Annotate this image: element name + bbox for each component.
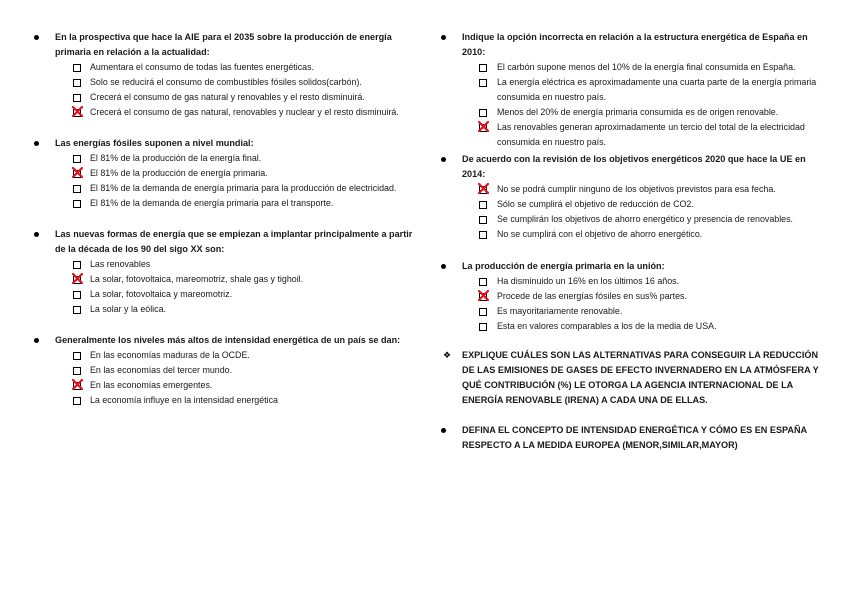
options-list [55, 348, 414, 408]
checked-x-icon [72, 106, 83, 117]
checkbox-icon[interactable] [73, 79, 81, 87]
option-selected[interactable]: Procede de las energías fósiles en sus% partes. [479, 289, 819, 304]
bullet-icon [34, 232, 39, 237]
options-list [55, 257, 414, 317]
option[interactable]: La solar, fotovoltaica y mareomotriz. [73, 287, 414, 302]
checkbox-icon[interactable] [479, 308, 487, 316]
question-text: Generalmente los niveles más altos de intensidad energética de un país se dan: [55, 335, 401, 345]
option[interactable]: Es mayoritariamente renovable. [479, 304, 819, 319]
checkbox-icon[interactable] [73, 94, 81, 102]
question-3 [34, 227, 414, 317]
question-7 [441, 259, 819, 334]
question-6 [441, 152, 819, 242]
option[interactable]: Se cumplirán los objetivos de ahorro energético y presencia de renovables. [479, 212, 819, 227]
option[interactable]: Las renovables [73, 257, 414, 272]
options-list [55, 60, 414, 120]
checkbox-icon[interactable] [73, 185, 81, 193]
checkbox-icon[interactable] [479, 79, 487, 87]
option[interactable]: El carbón supone menos del 10% de la energía final consumida en España. [479, 60, 819, 75]
checkbox-icon[interactable] [73, 261, 81, 269]
option[interactable]: Crecerá el consumo de gas natural y renovables y el resto disminuirá. [73, 90, 414, 105]
essay-question-text: EXPLIQUE CUÁLES SON LAS ALTERNATIVAS PARA CONSEGUIR LA REDUCCIÓN DE LAS EMISIONES DE GASES DE EFECTO INVERNADERO EN LA ATMÓSFERA Y QUÉ CONTRIBUCIÓN (%) LE OTORGA LA AGENCIA INTERNACIONAL DE LA ENERGÍA RENOVABLE (IRENA) A CADA UNA DE ELLAS. [462, 350, 819, 405]
options-list [462, 274, 819, 334]
bullet-icon [441, 157, 446, 162]
option[interactable]: Menos del 20% de energía primaria consumida es de origen renovable. [479, 105, 819, 120]
question-text: En la prospectiva que hace la AIE para el 2035 sobre la producción de energía primaria en relación a la actualidad: [55, 32, 392, 57]
left-column [34, 30, 414, 408]
right-column [441, 30, 819, 453]
bullet-icon [441, 35, 446, 40]
checked-x-icon [478, 183, 489, 194]
option-selected[interactable]: En las economías emergentes. [73, 378, 414, 393]
bullet-icon [34, 141, 39, 146]
question-text: Indique la opción incorrecta en relación a la estructura energética de España en 2010: [462, 32, 808, 57]
checkbox-icon[interactable] [479, 109, 487, 117]
option[interactable]: La solar y la eólica. [73, 302, 414, 317]
question-text: La producción de energía primaria en la unión: [462, 261, 665, 271]
essay-question-2 [441, 423, 819, 453]
checkbox-icon[interactable] [73, 64, 81, 72]
bullet-icon [441, 428, 446, 433]
option[interactable]: Aumentara el consumo de todas las fuentes energéticas. [73, 60, 414, 75]
checkbox-icon[interactable] [73, 200, 81, 208]
checkbox-icon[interactable] [73, 291, 81, 299]
checkbox-icon[interactable] [73, 306, 81, 314]
option[interactable]: El 81% de la demanda de energía primaria para el transporte. [73, 196, 414, 211]
option[interactable]: El 81% de la producción de la energía final. [73, 151, 414, 166]
checked-x-icon [72, 167, 83, 178]
option[interactable]: Solo se reducirá el consumo de combustibles fósiles solidos(carbón). [73, 75, 414, 90]
checkbox-icon[interactable] [479, 278, 487, 286]
question-text: De acuerdo con la revisión de los objetivos energéticos 2020 que hace la UE en 2014: [462, 154, 806, 179]
option[interactable]: Ha disminuido un 16% en los últimos 16 años. [479, 274, 819, 289]
question-text: Las energías fósiles suponen a nivel mundial: [55, 138, 254, 148]
option-selected[interactable]: No se podrá cumplir ninguno de los objetivos previstos para esa fecha. [479, 182, 819, 197]
checkbox-icon[interactable] [479, 231, 487, 239]
option[interactable]: El 81% de la demanda de energía primaria para la producción de electricidad. [73, 181, 414, 196]
option[interactable]: En las economías maduras de la OCDE. [73, 348, 414, 363]
checkbox-icon[interactable] [73, 155, 81, 163]
question-5 [441, 30, 819, 150]
option-selected[interactable]: Las renovables generan aproximadamente un tercio del total de la electricidad consumida en nuestro país. [479, 120, 819, 150]
options-list [462, 60, 819, 150]
checked-x-icon [72, 379, 83, 390]
question-2 [34, 136, 414, 211]
essay-question-text: DEFINA EL CONCEPTO DE INTENSIDAD ENERGÉTICA Y CÓMO ES EN ESPAÑA RESPECTO A LA MEDIDA EUROPEA (MENOR,SIMILAR,MAYOR) [462, 425, 807, 450]
checked-x-icon [478, 290, 489, 301]
checkbox-icon[interactable] [479, 323, 487, 331]
checkbox-icon[interactable] [479, 216, 487, 224]
checked-x-icon [478, 121, 489, 132]
bullet-icon [34, 338, 39, 343]
checkbox-icon[interactable] [73, 397, 81, 405]
option[interactable]: En las economías del tercer mundo. [73, 363, 414, 378]
options-list [55, 151, 414, 211]
option[interactable]: La energía eléctrica es aproximadamente una cuarta parte de la energía primaria consumida en nuestro país. [479, 75, 819, 105]
checkbox-icon[interactable] [73, 367, 81, 375]
checked-x-icon [72, 273, 83, 284]
checkbox-icon[interactable] [479, 201, 487, 209]
question-4 [34, 333, 414, 408]
bullet-icon [441, 264, 446, 269]
option-selected[interactable]: La solar, fotovoltaica, mareomotriz, shale gas y tighoil. [73, 272, 414, 287]
option[interactable]: Esta en valores comparables a los de la media de USA. [479, 319, 819, 334]
option[interactable]: No se cumplirá con el objetivo de ahorro energético. [479, 227, 819, 242]
question-text: Las nuevas formas de energía que se empiezan a implantar principalmente a partir de la década de los 90 del sigo XX son: [55, 229, 413, 254]
essay-question-1 [441, 348, 819, 408]
question-1 [34, 30, 414, 120]
option[interactable]: Sólo se cumplirá el objetivo de reducción de CO2. [479, 197, 819, 212]
checkbox-icon[interactable] [479, 64, 487, 72]
option-selected[interactable]: Crecerá el consumo de gas natural, renovables y nuclear y el resto disminuirá. [73, 105, 414, 120]
bullet-icon [34, 35, 39, 40]
checkbox-icon[interactable] [73, 352, 81, 360]
diamond-bullet-icon: ❖ [443, 350, 452, 360]
options-list [462, 182, 819, 242]
option[interactable]: La economía influye en la intensidad energética [73, 393, 414, 408]
option-selected[interactable]: El 81% de la producción de energía primaria. [73, 166, 414, 181]
